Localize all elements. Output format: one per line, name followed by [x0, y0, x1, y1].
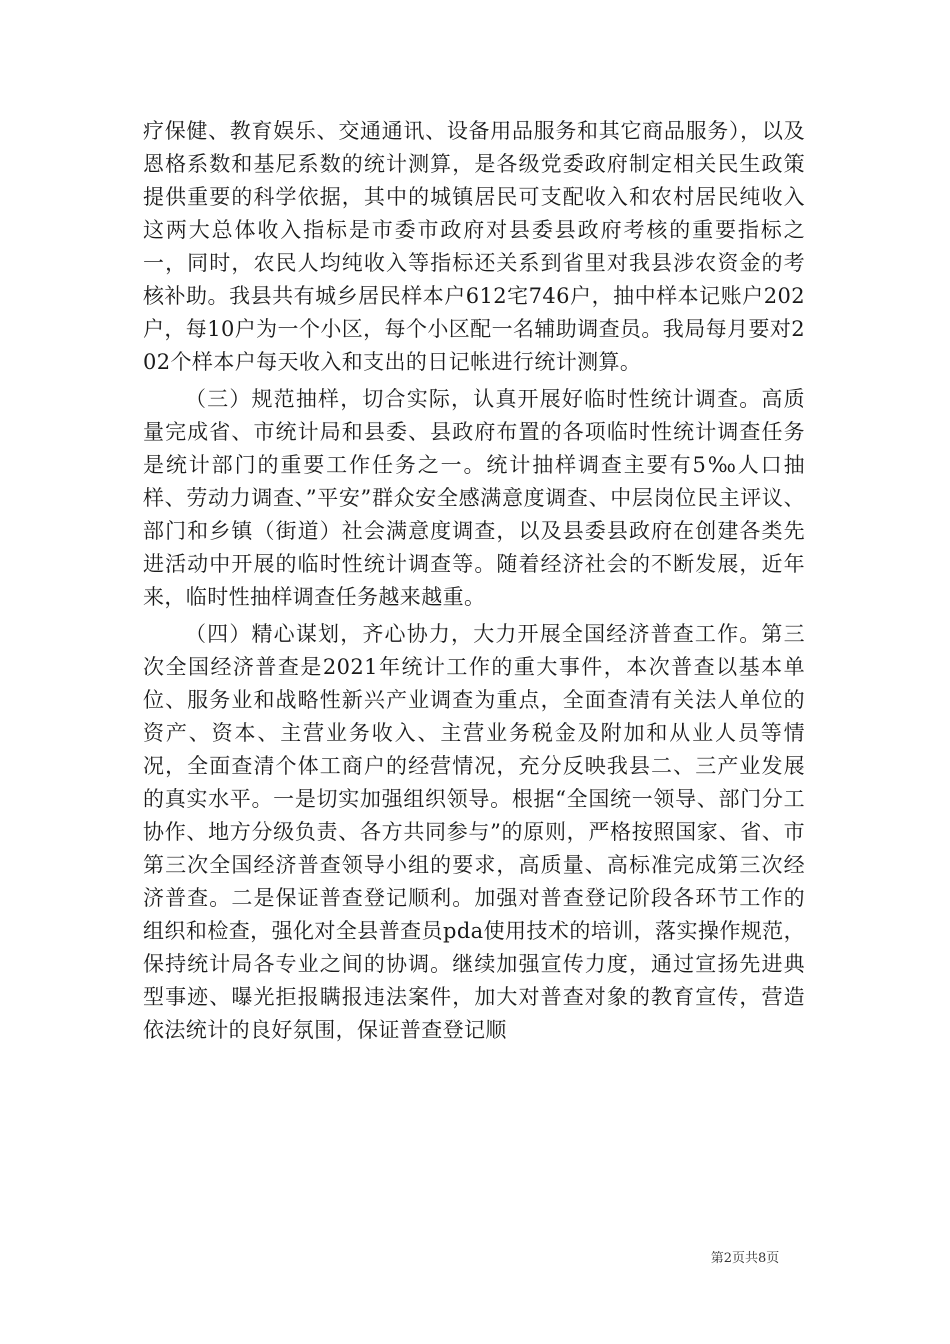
- page-number-footer: 第2页共8页: [710, 1251, 780, 1266]
- paragraph-section-4: （四）精心谋划，齐心协力，大力开展全国经济普查工作。第三次全国经济普查是2021年统计工作的重大事件，本次普查以基本单位、服务业和战略性新兴产业调查为重点，全面查清有关法人单位的资产、资本、主营业务收入、主营业务税金及附加和从业人员等情况，全面查清个体工商户的经营情况，充分反映我县二、三产业发展的真实水平。一是切实加强组织领导。根据“全国统一领导、部门分工协作、地方分级负责、各方共同参与”的原则，严格按照国家、省、市第三次全国经济普查领导小组的要求，高质量、高标准完成第三次经济普查。二是保证普查登记顺利。加强对普查登记阶段各环节工作的组织和检查，强化对全县普查员pda使用技术的培训，落实操作规范，保持统计局各专业之间的协调。继续加强宣传力度，通过宣扬先进典型事迹、曝光拒报瞒报违法案件，加大对普查对象的教育宣传，营造依法统计的良好氛围，保证普查登记顺: [143, 622, 805, 1042]
- paragraph-section-3: （三）规范抽样，切合实际，认真开展好临时性统计调查。高质量完成省、市统计局和县委、县政府布置的各项临时性统计调查任务是统计部门的重要工作任务之一。统计抽样调查主要有5‰人口抽样、劳动力调查、”平安”群众安全感满意度调查、中层岗位民主评议、部门和乡镇（街道）社会满意度调查，以及县委县政府在创建各类先进活动中开展的临时性统计调查等。随着经济社会的不断发展，近年来，临时性抽样调查任务越来越重。: [143, 387, 805, 609]
- document-body: [143, 115, 805, 1047]
- paragraph-continued: 疗保健、教育娱乐、交通通讯、设备用品服务和其它商品服务），以及恩格系数和基尼系数的统计测算，是各级党委政府制定相关民生政策提供重要的科学依据，其中的城镇居民可支配收入和农村居民纯收入这两大总体收入指标是市委市政府对县委县政府考核的重要指标之一，同时，农民人均纯收入等指标还关系到省里对我县涉农资金的考核补助。我县共有城乡居民样本户612宅746户，抽中样本记账户202户，每10户为一个小区，每个小区配一名辅助调查员。我局每月要对202个样本户每天收入和支出的日记帐进行统计测算。: [143, 119, 805, 374]
